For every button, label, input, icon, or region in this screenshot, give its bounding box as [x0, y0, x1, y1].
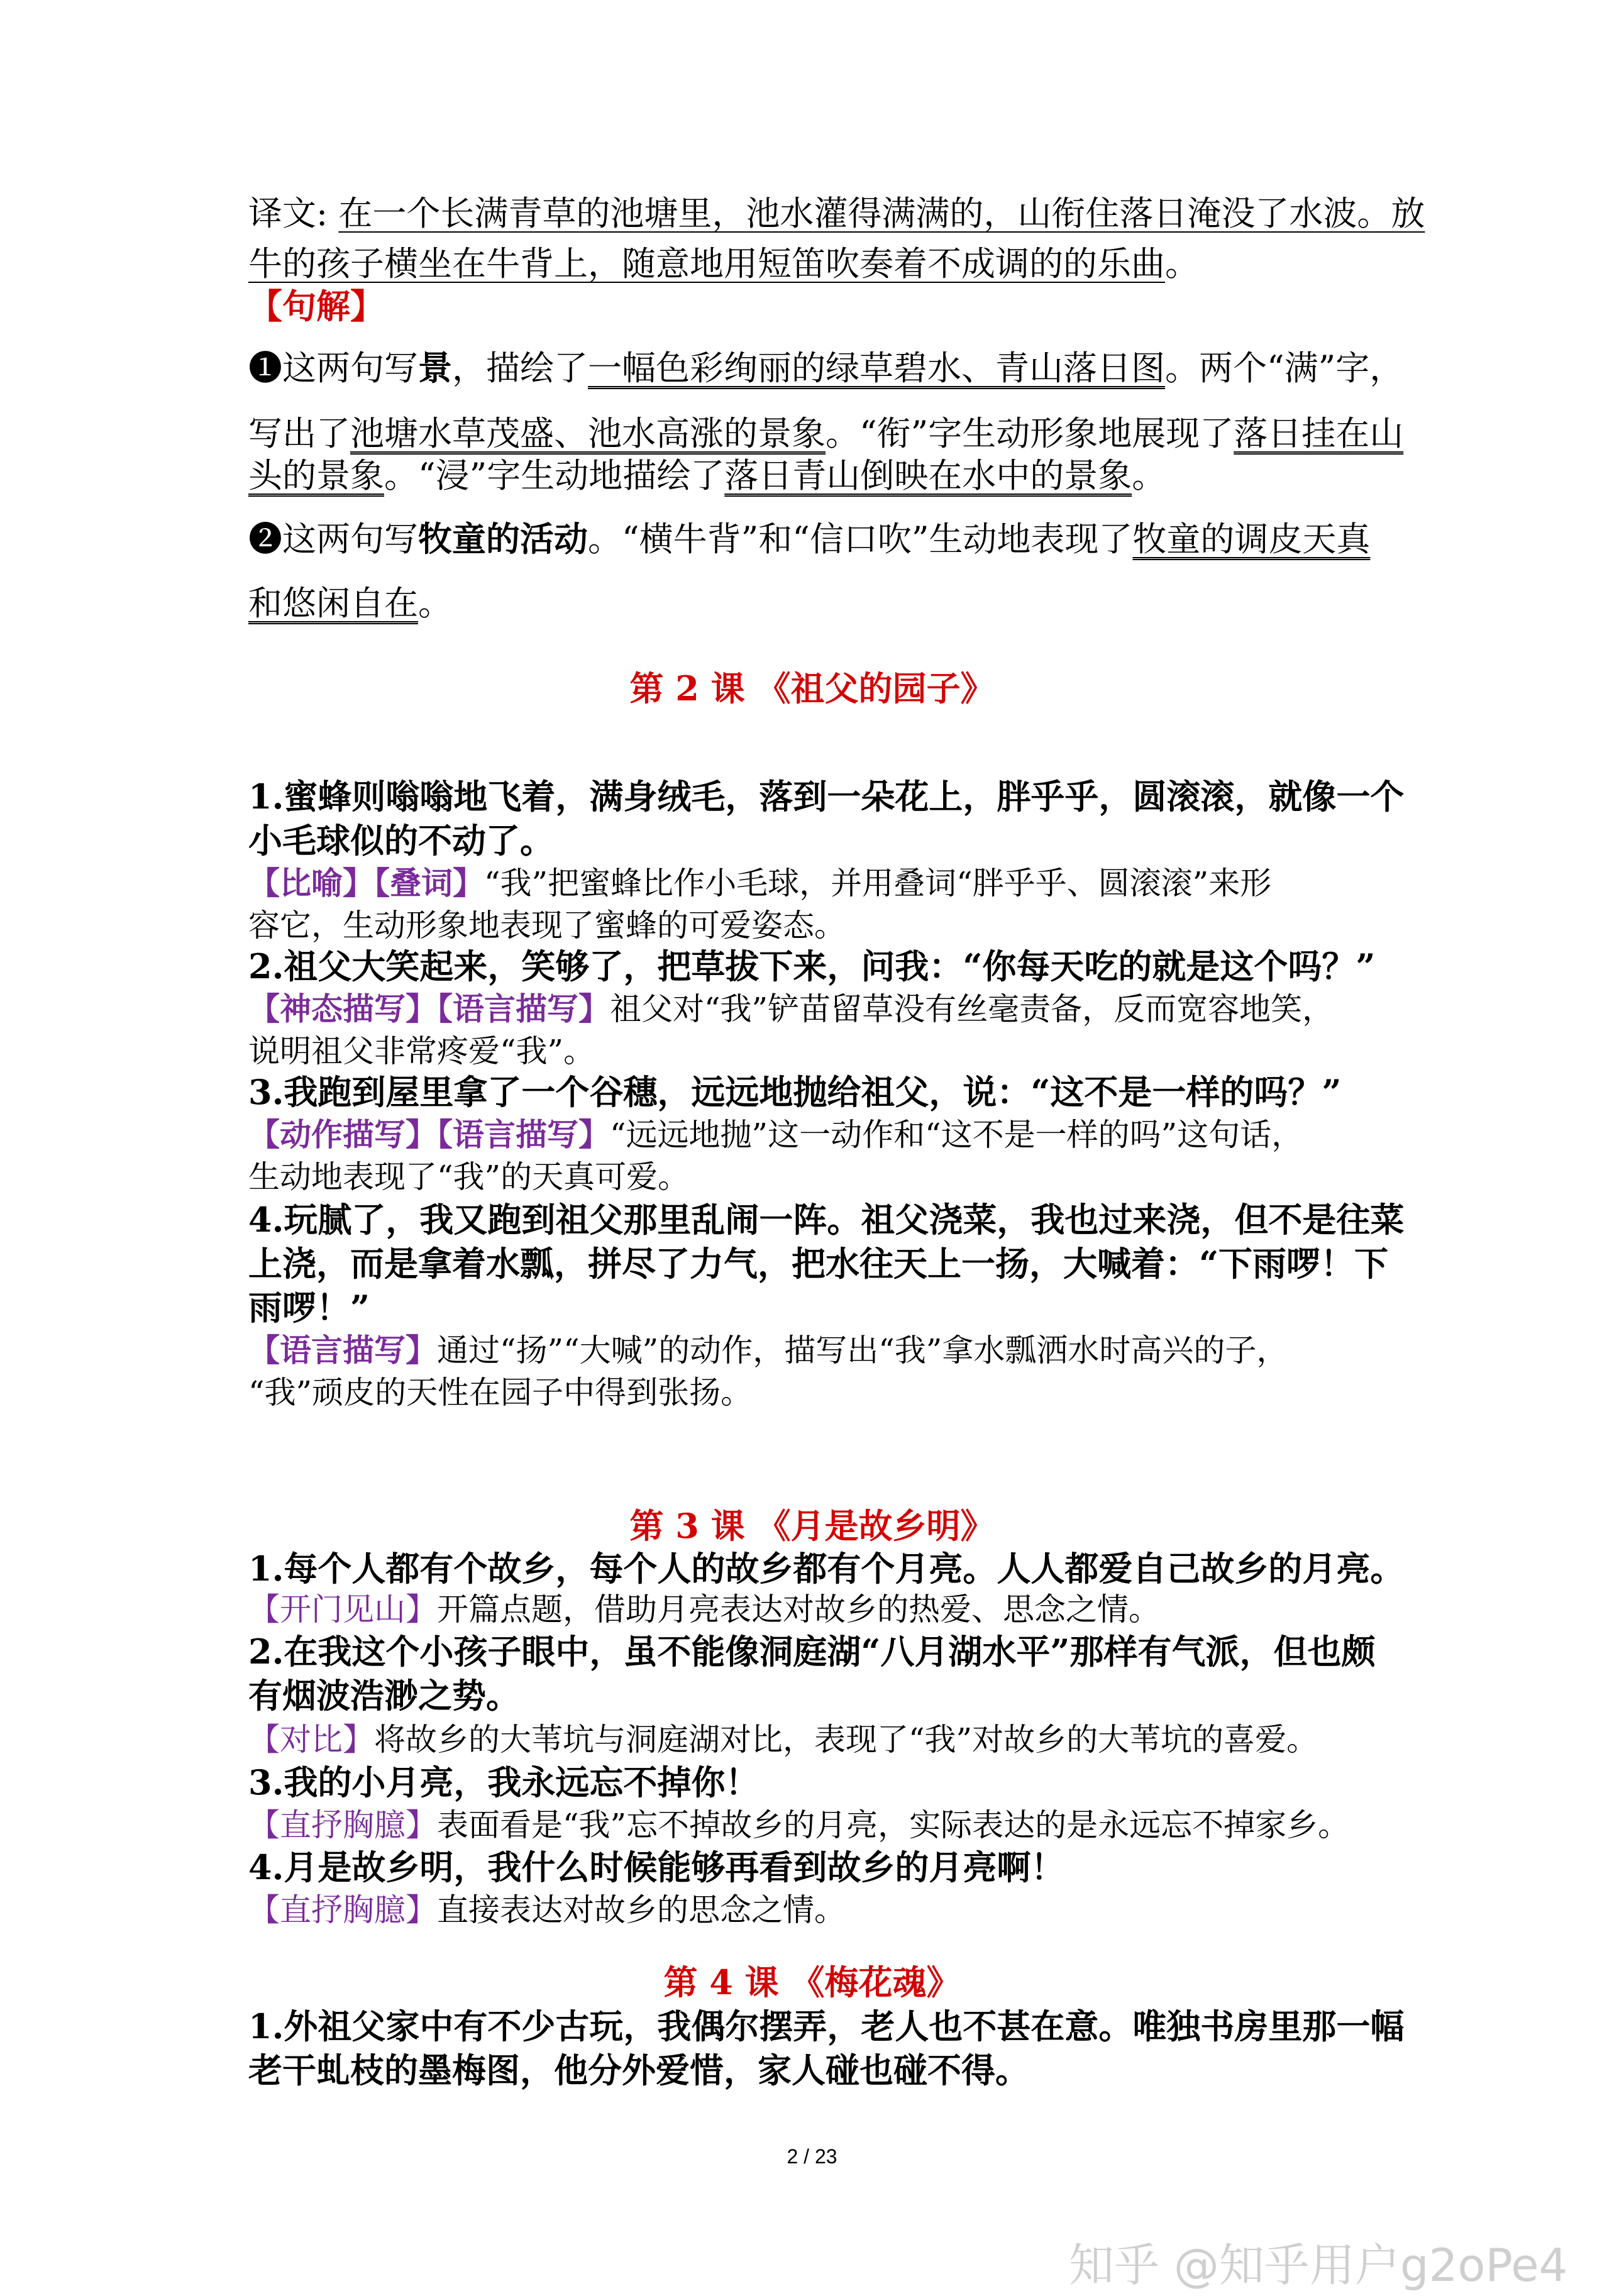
section-heading-jujie: 【句解】	[248, 286, 384, 326]
translation-text-1: 在一个长满青草的池塘里，池水灌得满满的，山衔住落日淹没了水波。放	[338, 194, 1425, 233]
lesson-2-sentence-4-line-3: 雨啰！”	[248, 1288, 370, 1328]
lesson-2-note-3-line-2: 生动地表现了“我”的天真可爱。	[248, 1159, 690, 1195]
lesson-2-sentence-4-line-1: 4.玩腻了，我又跑到祖父那里乱闹一阵。祖父浇菜，我也过来浇，但不是往菜	[248, 1200, 1405, 1240]
lesson-2-note-4-line-1: 【语言描写】通过“扬”“大喊”的动作，描写出“我”拿水瓢洒水时高兴的子，	[248, 1332, 1288, 1369]
lesson-2-note-1-line-2: 容它，生动形象地表现了蜜蜂的可爱姿态。	[248, 907, 846, 944]
technique-tag: 【比喻】【叠词】	[248, 864, 484, 902]
lesson-2-note-3-line-1: 【动作描写】【语言描写】“远远地抛”这一动作和“这不是一样的吗”这句话，	[248, 1116, 1303, 1153]
lesson-2-note-1-line-1: 【比喻】【叠词】“我”把蜜蜂比作小毛球，并用叠词“胖乎乎、圆滚滚”来形	[248, 864, 1272, 902]
lesson-2-note-2-line-1: 【神态描写】【语言描写】祖父对“我”铲苗留草没有丝毫责备，反而宽容地笑，	[248, 990, 1334, 1027]
analysis-2-line-2: 和悠闲自在。	[248, 583, 452, 623]
lesson-2-note-4-line-2: “我”顽皮的天性在园子中得到张扬。	[248, 1374, 753, 1411]
lesson-2-sentence-3: 3.我跑到屋里拿了一个谷穗，远远地抛给祖父，说：“这不是一样的吗？”	[248, 1072, 1342, 1112]
technique-tag: 【直抒胸臆】	[248, 1807, 437, 1843]
lesson-3-sentence-2-line-1: 2.在我这个小孩子眼中，虽不能像洞庭湖“八月湖水平”那样有气派，但也颇	[248, 1631, 1376, 1672]
technique-tag: 【语言描写】	[248, 1332, 437, 1369]
analysis-2-line-1: ❷这两句写牧童的活动。“横牛背”和“信口吹”生动地表现了牧童的调皮天真	[248, 519, 1371, 559]
technique-tag: 【开门见山】	[248, 1591, 437, 1628]
lesson-4-sentence-1-line-2: 老干虬枝的墨梅图，他分外爱惜，家人碰也碰不得。	[248, 2050, 1029, 2090]
analysis-1-line-1: ❶这两句写景，描绘了一幅色彩绚丽的绿草碧水、青山落日图。两个“满”字，	[248, 348, 1404, 388]
technique-tag: 【动作描写】【语言描写】	[248, 1116, 610, 1153]
watermark: 知乎 @知乎用户g2oPe4	[1069, 2239, 1568, 2292]
lesson-3-sentence-1: 1.每个人都有个故乡，每个人的故乡都有个月亮。人人都爱自己故乡的月亮。	[248, 1548, 1405, 1589]
lesson-3-note-4: 【直抒胸臆】直接表达对故乡的思念之情。	[248, 1892, 846, 1928]
lesson-3-sentence-2-line-2: 有烟波浩渺之势。	[248, 1675, 520, 1716]
lesson-4-title: 第 4 课 《梅花魂》	[663, 1962, 961, 2002]
lesson-2-sentence-4-line-2: 上浇，而是拿着水瓢，拼尽了力气，把水往天上一扬，大喊着：“下雨啰！下	[248, 1244, 1389, 1284]
translation-prefix: 译文:	[248, 194, 339, 233]
translation-text-2: 牛的孩子横坐在牛背上，随意地用短笛吹奏着不成调的的乐曲	[248, 244, 1165, 284]
analysis-1-line-3: 头的景象。“浸”字生动地描绘了落日青山倒映在水中的景象。	[248, 456, 1166, 495]
lesson-3-note-3: 【直抒胸臆】表面看是“我”忘不掉故乡的月亮，实际表达的是永远忘不掉家乡。	[248, 1807, 1350, 1843]
lesson-2-title: 第 2 课 《祖父的园子》	[629, 668, 995, 709]
lesson-2-note-2-line-2: 说明祖父非常疼爱“我”。	[248, 1033, 595, 1069]
translation-line-1	[248, 192, 1425, 236]
translation-line-2: 牛的孩子横坐在牛背上，随意地用短笛吹奏着不成调的的乐曲。	[248, 244, 1199, 284]
technique-tag: 【对比】	[248, 1721, 374, 1758]
analysis-1-line-2: 写出了池塘水草茂盛、池水高涨的景象。“衔”字生动形象地展现了落日挂在山	[248, 414, 1404, 453]
technique-tag: 【直抒胸臆】	[248, 1892, 437, 1928]
lesson-3-title: 第 3 课 《月是故乡明》	[629, 1506, 995, 1546]
lesson-3-note-2: 【对比】将故乡的大苇坑与洞庭湖对比，表现了“我”对故乡的大苇坑的喜爱。	[248, 1721, 1318, 1758]
page-number: 2 / 23	[787, 2145, 837, 2168]
lesson-2-sentence-2: 2.祖父大笑起来，笑够了，把草拔下来，问我：“你每天吃的就是这个吗？”	[248, 946, 1376, 986]
lesson-3-note-1: 【开门见山】开篇点题，借助月亮表达对故乡的热爱、思念之情。	[248, 1591, 1160, 1628]
lesson-2-sentence-1-line-2: 小毛球似的不动了。	[248, 820, 554, 861]
lesson-3-sentence-4: 4.月是故乡明，我什么时候能够再看到故乡的月亮啊！	[248, 1847, 1065, 1887]
lesson-2-sentence-1-line-1: 1.蜜蜂则嗡嗡地飞着，满身绒毛，落到一朵花上，胖乎乎，圆滚滚，就像一个	[248, 776, 1405, 817]
technique-tag: 【神态描写】【语言描写】	[248, 990, 610, 1027]
lesson-4-sentence-1-line-1: 1.外祖父家中有不少古玩，我偶尔摆弄，老人也不甚在意。唯独书房里那一幅	[248, 2006, 1405, 2046]
lesson-3-sentence-3: 3.我的小月亮，我永远忘不掉你！	[248, 1762, 760, 1802]
